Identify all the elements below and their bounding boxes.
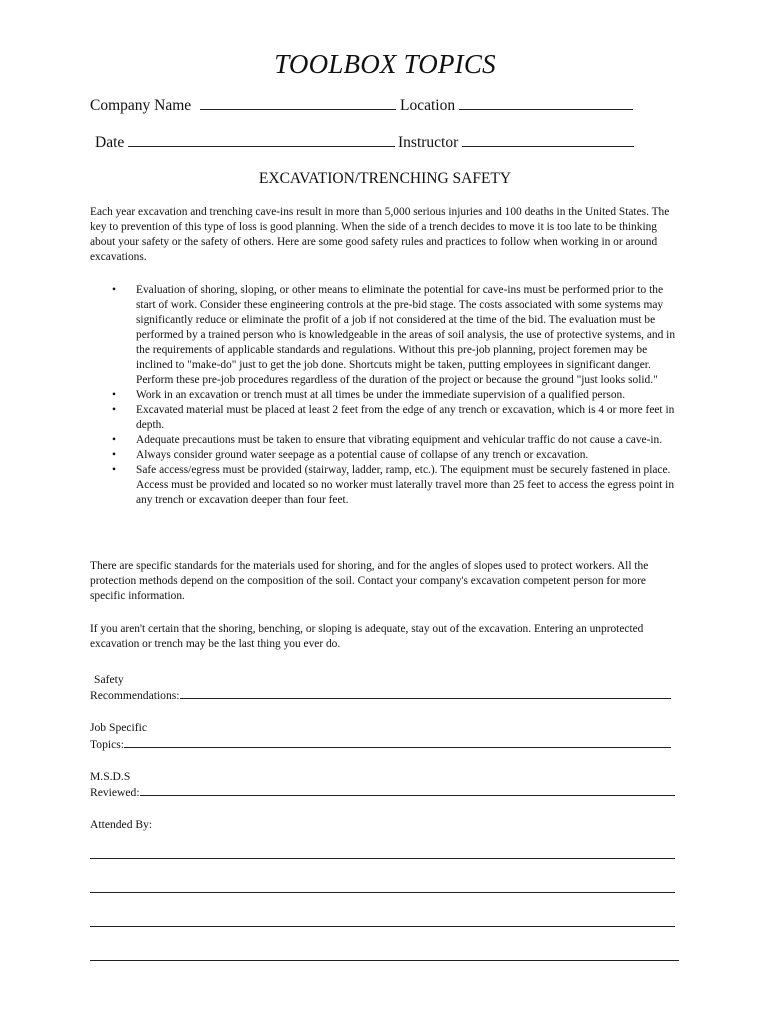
topic-heading: EXCAVATION/TRENCHING SAFETY [258, 170, 512, 187]
job-specific-label-line1: Job Specific [90, 721, 147, 734]
safety-recommendations-label: Recommendations: [90, 689, 180, 702]
list-item [90, 463, 680, 508]
bullet-icon: • [112, 284, 116, 296]
date-field[interactable] [95, 134, 395, 152]
bullet-icon: • [112, 434, 116, 446]
intro-paragraph: Each year excavation and trenching cave-ins result in more than 5,000 serious injuries and 100 deaths in the United States. The key to prevention of this type of loss is good planning. When the side of a trench decides to move it is too late to be thinking about your safety or the safety of others. Here are some good safety rules and practices to follow when working in or around excavations. [90, 206, 670, 263]
list-item [90, 283, 680, 388]
rule-text: Work in an excavation or trench must at all times be under the immediate supervision of a qualified person. [136, 389, 626, 401]
rule-text: Adequate precautions must be taken to ensure that vibrating equipment and vehicular traffic do not cause a cave-in. [136, 434, 663, 446]
location-field[interactable] [400, 97, 633, 115]
bullet-icon: • [112, 449, 116, 461]
bullet-icon: • [112, 404, 116, 416]
msds-label-line1: M.S.D.S [90, 770, 131, 783]
list-item [90, 388, 680, 403]
date-label: Date [95, 134, 125, 151]
bullet-icon: • [112, 464, 116, 476]
company-name-field[interactable] [90, 97, 396, 115]
bullet-icon: • [112, 389, 116, 401]
safety-recommendations-field[interactable] [90, 687, 671, 703]
rule-text: Safe access/egress must be provided (stairway, ladder, ramp, etc.). The equipment must be securely fastened in place. Access must be provided and located so no worker must laterally travel more than 25 feet to access the egress point in any trench or excavation deeper than four feet. [136, 464, 675, 506]
company-name-input-line[interactable] [200, 98, 396, 110]
msds-reviewed-label: Reviewed: [90, 786, 140, 799]
instructor-label: Instructor [398, 134, 459, 151]
attendee-signature-line[interactable] [90, 926, 675, 927]
job-specific-topics-field[interactable] [90, 736, 671, 752]
rule-text: Evaluation of shoring, sloping, or other means to eliminate the potential for cave-ins must be performed prior to the start of work. Consider these engineering controls at the pre-bid stage. The costs associated with some systems may significantly reduce or eliminate the profit of a job if not considered at the time of the bid. The evaluation must be performed by a trained person who is knowledgeable in the areas of soil analysis, the use of protective systems, and in the requirements of applicable standards and regulations. Without this pre-job planning, project foremen may be inclined to "make-do" just to get the job done. Shortcuts might be taken, putting employees in significant danger. Perform these pre-job procedures regardless of the duration of the project or because the ground "just looks solid." [136, 284, 676, 386]
rule-text: Always consider ground water seepage as a potential cause of collapse of any trench or excavation. [136, 449, 589, 461]
rule-text: Excavated material must be placed at least 2 feet from the edge of any trench or excavation, which is 4 or more feet in depth. [136, 404, 675, 431]
company-name-label: Company Name [90, 97, 192, 114]
list-item [90, 433, 680, 448]
attendee-signature-line[interactable] [90, 960, 679, 961]
job-specific-topics-label: Topics: [90, 738, 124, 751]
materials-paragraph: There are specific standards for the materials used for shoring, and for the angles of slopes used to protect workers. All the protection methods depend on the composition of the soil. Contact your company's excavation competent person for more specific information. [90, 560, 649, 602]
safety-recommendations-input-line[interactable] [180, 687, 671, 699]
instructor-field[interactable] [398, 134, 634, 152]
date-input-line[interactable] [128, 135, 395, 147]
attendee-signature-line[interactable] [90, 858, 675, 859]
location-label: Location [400, 97, 456, 114]
attendee-signature-line[interactable] [90, 892, 675, 893]
safety-label-line1: Safety [94, 673, 124, 686]
list-item [90, 403, 680, 433]
instructor-input-line[interactable] [462, 135, 634, 147]
attended-by-label: Attended By: [90, 818, 153, 831]
msds-reviewed-field[interactable] [90, 784, 675, 800]
location-input-line[interactable] [459, 98, 633, 110]
list-item [90, 448, 680, 463]
safety-rules-list [90, 283, 680, 508]
msds-reviewed-input-line[interactable] [140, 784, 675, 796]
job-specific-topics-input-line[interactable] [124, 736, 671, 748]
page-title: TOOLBOX TOPICS [274, 49, 496, 79]
warning-paragraph: If you aren't certain that the shoring, benching, or sloping is adequate, stay out of the excavation. Entering an unprotected excavation or trench may be the last thing you ever do. [90, 623, 644, 650]
